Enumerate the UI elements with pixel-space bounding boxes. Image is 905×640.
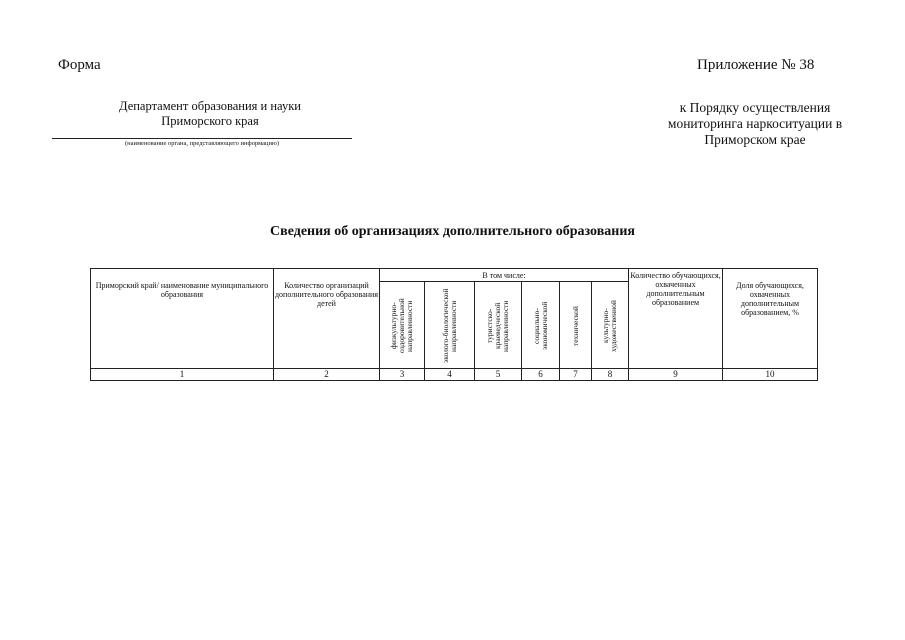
column-numbers-row bbox=[91, 369, 818, 381]
column-number-3: 3 bbox=[380, 369, 425, 381]
header-ecological-text: эколого-биологической направленности bbox=[440, 288, 458, 364]
header-students-share-text: Доля обучающихся, охваченных дополнительным образованием, % bbox=[736, 281, 804, 317]
department-line-1: Департамент образования и науки bbox=[119, 99, 301, 113]
department-underline bbox=[52, 138, 352, 139]
column-number-4: 4 bbox=[425, 369, 475, 381]
department-block bbox=[90, 99, 330, 129]
order-reference bbox=[640, 100, 870, 148]
column-number-8: 8 bbox=[592, 369, 629, 381]
column-number-7: 7 bbox=[560, 369, 592, 381]
header-org-count bbox=[274, 269, 380, 369]
header-technical-text: технической bbox=[570, 306, 580, 346]
form-label: Форма bbox=[58, 57, 101, 73]
appendix-label: Приложение № 38 bbox=[697, 57, 815, 73]
header-tourism bbox=[475, 282, 522, 369]
header-including bbox=[380, 269, 629, 282]
header-including-text: В том числе: bbox=[482, 270, 526, 280]
header-socio-economic bbox=[522, 282, 560, 369]
header-cultural-text: культурно-художественной bbox=[601, 300, 618, 352]
header-physical bbox=[380, 282, 425, 369]
column-number-10: 10 bbox=[723, 369, 818, 381]
header-students-share bbox=[723, 269, 818, 369]
department-line-2: Приморского края bbox=[161, 114, 259, 128]
department-caption: (наименование органа, представляющего информацию) bbox=[124, 140, 280, 147]
document-title: Сведения об организациях дополнительного образования bbox=[270, 224, 635, 239]
header-students-count bbox=[629, 269, 723, 369]
header-tourism-text: туристско-краеведческой направленности bbox=[485, 300, 510, 352]
header-students-count-text: Количество обучающихся, охваченных дополнительным образованием bbox=[630, 271, 721, 307]
column-number-9: 9 bbox=[629, 369, 723, 381]
order-line-2: мониторинга наркоситуации в bbox=[667, 116, 843, 131]
header-socio-economic-text: социально-экономической bbox=[531, 301, 549, 351]
header-physical-text: физкультурно-оздоровительной направленности bbox=[389, 298, 414, 354]
header-municipality bbox=[91, 269, 274, 369]
header-org-count-text: Количество организаций дополнительного образования детей bbox=[274, 281, 379, 308]
header-cultural bbox=[592, 282, 629, 369]
column-number-1: 1 bbox=[91, 369, 274, 381]
header-technical bbox=[560, 282, 592, 369]
column-number-6: 6 bbox=[522, 369, 560, 381]
header-municipality-text: Приморский край/ наименование муниципального образования bbox=[95, 281, 269, 299]
header-ecological bbox=[425, 282, 475, 369]
order-line-3: Приморском крае bbox=[704, 132, 806, 147]
column-number-5: 5 bbox=[475, 369, 522, 381]
column-number-2: 2 bbox=[274, 369, 380, 381]
data-table bbox=[90, 268, 818, 381]
order-line-1: к Порядку осуществления bbox=[679, 100, 831, 115]
